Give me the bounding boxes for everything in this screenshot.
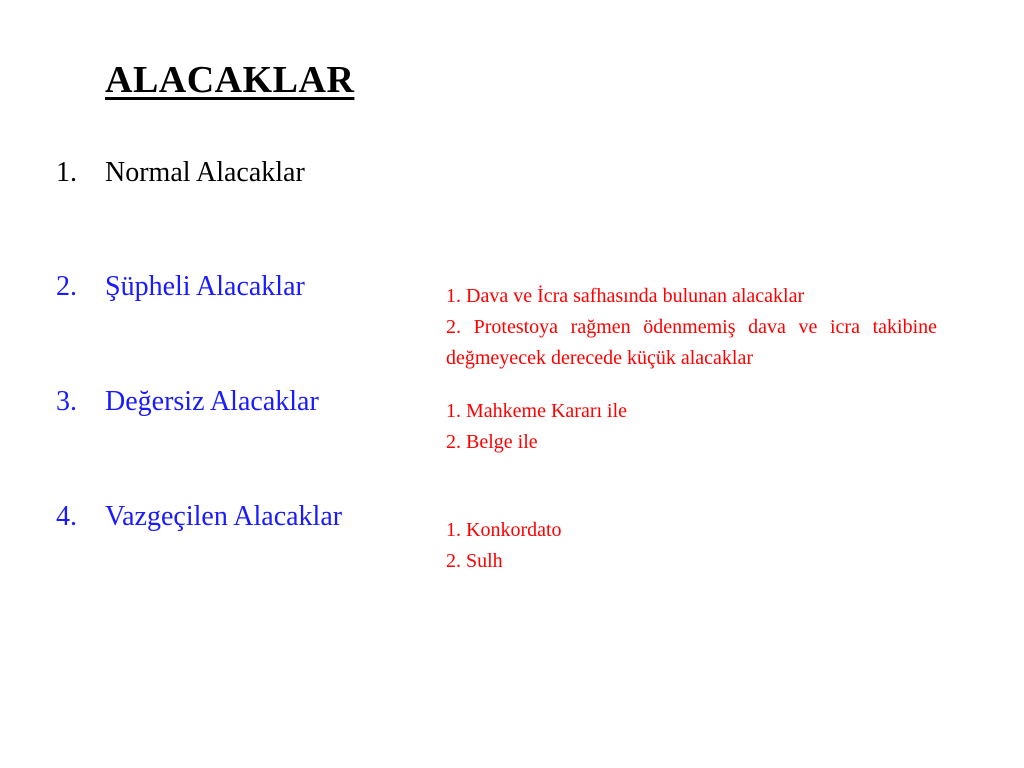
detail-line: 1. Dava ve İcra safhasında bulunan alacaklar [446,285,805,307]
slide-title: ALACAKLAR [105,59,355,101]
list-item-number: 2. [56,271,77,302]
detail-line: 2. Belge ile [446,431,538,453]
list-item-normal [56,157,305,189]
list-item-degersiz [56,386,319,418]
list-item-label: Şüpheli Alacaklar [105,271,305,302]
detail-line: 1. Konkordato [446,519,562,541]
vazgecilen-details [446,515,562,577]
list-item-vazgecilen [56,501,342,533]
list-item-label: Vazgeçilen Alacaklar [105,501,343,532]
list-item-label: Normal Alacaklar [105,157,305,188]
degersiz-details [446,396,627,458]
list-item-number: 3. [56,386,77,417]
list-item-label: Değersiz Alacaklar [105,386,319,417]
detail-line: 2. Sulh [446,550,503,572]
list-item-number: 4. [56,501,77,532]
detail-line: 2. Protestoya rağmen ödenmemiş dava ve icra takibine değmeyecek derecede küçük alacaklar [446,316,937,369]
supheli-details [446,281,937,374]
list-item-supheli [56,271,305,303]
detail-line: 1. Mahkeme Kararı ile [446,400,628,422]
list-item-number: 1. [56,157,77,188]
